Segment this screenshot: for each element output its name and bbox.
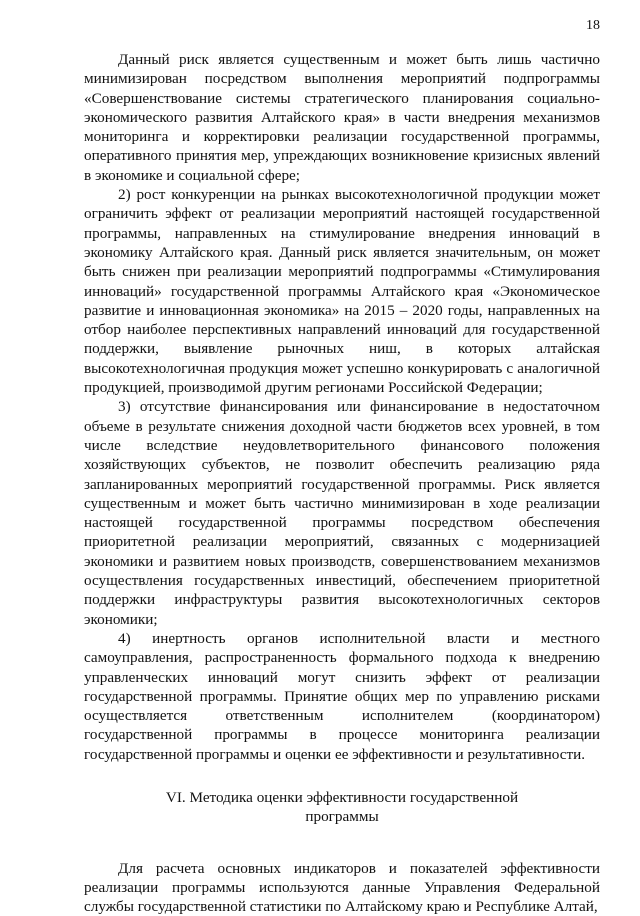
section-heading-line-2: программы (305, 808, 379, 826)
body-text (84, 50, 600, 916)
paragraph-risk-2: 2) рост конкуренции на рынках высокотехнологичной продукции может ограничить эффект от реализации мероприятий настоящей государственной программы, направленных на стимулирование внедрения инноваций в экономику Алтайского края. Данный риск является значительным, он может быть снижен при реализации мероприятий подпрограммы «Стимулирования инноваций» государственной программы Алтайского края «Экономическое развитие и инновационная экономика» на 2015 – 2020 годы, направленных на отбор наиболее перспективных направлений инноваций для государственной поддержки, выявление рыночных ниш, в которых алтайская высокотехнологичная продукция может успешно конкурировать с аналогичной продукцией, производимой другим регионами Российской Федерации; (84, 186, 600, 397)
page-number: 18 (586, 18, 600, 33)
paragraph-risk-3: 3) отсутствие финансирования или финансирование в недостаточном объеме в результате снижения доходной части бюджетов всех уровней, в том числе вследствие неудовлетворительного финансового положения хозяйствующих субъектов, не позволит обеспечить реализацию ряда запланированных мероприятий государственной программы. Риск является существенным и может быть частично минимизирован в ходе реализации настоящей государственной программы посредством обеспечения приоритетной реализации мероприятий, связанных с модернизацией экономики и развитием новых производств, совершенствованием механизмов осуществления государственных инвестиций, обеспечением приоритетной поддержки инфраструктуры развития высокотехнологичных секторов экономики; (84, 398, 600, 628)
paragraph-risk-1: Данный риск является существенным и может быть лишь частично минимизирован посредством выполнения мероприятий подпрограммы «Совершенствование системы стратегического планирования социально-экономического развития Алтайского края» в части внедрения механизмов мониторинга и корректировки реализации государственной программы, оперативного принятия мер, упреждающих возникновение кризисных явлений в экономике и социальной сфере; (84, 51, 600, 184)
paragraph-methodology: Для расчета основных индикаторов и показателей эффективности реализации программы используются данные Управления Федеральной службы государственной статистики по Алтайскому краю и Республике Алтай, (84, 859, 600, 916)
section-heading-line-1: VI. Методика оценки эффективности государственной (165, 788, 519, 806)
section-heading (84, 788, 600, 827)
paragraph-risk-4: 4) инертность органов исполнительной власти и местного самоуправления, распространенность формального подхода к внедрению управленческих инноваций могут снизить эффект от реализации государственной программы. Принятие общих мер по управлению рисками осуществляется ответственным исполнителем (координатором) государственной программы в процессе мониторинга реализации государственной программы и оценки ее эффективности и результативности. (84, 629, 600, 763)
